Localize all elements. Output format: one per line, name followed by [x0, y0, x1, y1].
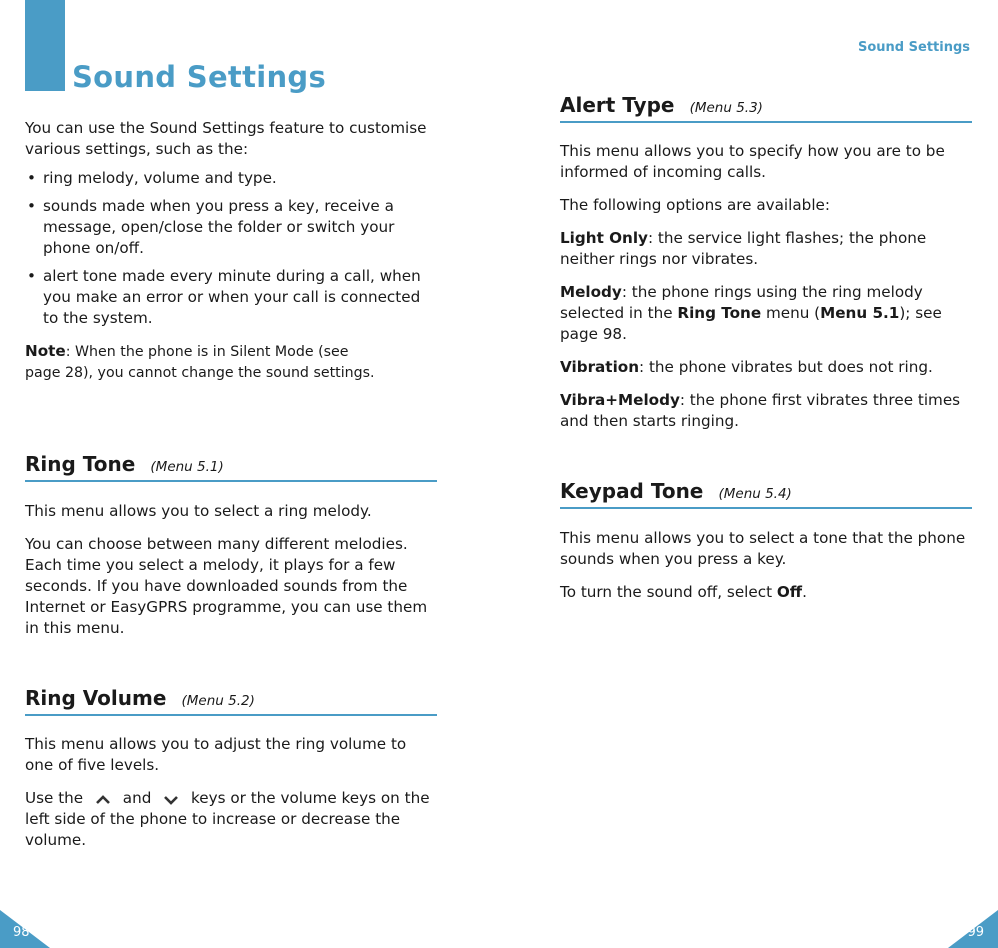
off-option: Off [776, 583, 803, 601]
alert-type-body [560, 141, 972, 444]
menu-ref: (Menu 5.4) [718, 486, 792, 502]
menu-ref: (Menu 5.1) [150, 459, 224, 475]
text-run: To turn the sound off, select [560, 583, 777, 601]
option-desc: : the phone first vibrates three times and then starts ringing. [560, 391, 961, 430]
option-vibra-melody [560, 390, 972, 432]
text-run: and [122, 789, 152, 807]
list-item: • sounds made when you press a key, receive a message, open/close the folder or switch your phone on/off. [25, 196, 437, 259]
ring-tone-heading [25, 452, 437, 482]
paragraph: This menu allows you to adjust the ring volume to one of five levels. [25, 735, 407, 774]
chevron-up-icon [92, 792, 114, 806]
section-title: Keypad Tone [560, 479, 704, 503]
page-number: 99 [967, 925, 984, 940]
option-desc: : the service light flashes; the phone neither rings nor vibrates. [560, 229, 927, 268]
option-vibration [560, 357, 972, 378]
option-light-only [560, 228, 972, 270]
paragraph: This menu allows you to select a ring melody. [25, 502, 372, 520]
note-text: : When the phone is in Silent Mode (see page 28), you cannot change the sound settings. [25, 344, 375, 381]
paragraph [560, 582, 972, 603]
option-desc: menu ( [761, 304, 821, 322]
section-title: Ring Volume [25, 686, 167, 710]
chapter-title: Sound Settings [72, 60, 327, 94]
intro-section [25, 118, 437, 384]
text-run: . [802, 583, 807, 601]
chevron-down-icon [160, 792, 182, 806]
option-desc: : the phone vibrates but does not ring. [639, 358, 933, 376]
chapter-tab-block [25, 0, 65, 91]
paragraph [25, 788, 437, 851]
option-term: Vibration [560, 358, 640, 376]
alert-type-heading [560, 93, 972, 123]
paragraph: You can choose between many different melodies. Each time you select a melody, it plays for a few seconds. If you have downloaded sounds from the Internet or EasyGPRS programme, you can use them in this menu. [25, 535, 428, 637]
option-melody [560, 282, 972, 345]
intro-paragraph: You can use the Sound Settings feature to customise various settings, such as the: [25, 119, 427, 158]
menu-name-ref: Ring Tone [677, 304, 762, 322]
paragraph: This menu allows you to specify how you are to be informed of incoming calls. [560, 142, 945, 181]
note [25, 341, 385, 384]
right-page [499, 0, 998, 948]
section-title: Ring Tone [25, 452, 136, 476]
running-head: Sound Settings [858, 40, 970, 55]
ring-tone-body [25, 501, 437, 651]
list-item: • alert tone made every minute during a call, when you make an error or when your call is connected to the system. [25, 266, 437, 329]
menu-ref: (Menu 5.2) [181, 693, 255, 709]
ring-volume-heading [25, 686, 437, 716]
text-run: Use the [25, 789, 84, 807]
page-number: 98 [13, 925, 30, 940]
paragraph: The following options are available: [560, 196, 831, 214]
option-term: Vibra+Melody [560, 391, 680, 409]
keypad-tone-body [560, 528, 972, 615]
option-desc: : the phone rings using the ring melody selected in the [560, 283, 923, 322]
menu-number-ref: Menu 5.1 [820, 304, 900, 322]
keypad-tone-heading [560, 479, 972, 509]
option-desc: ); see page 98. [560, 304, 942, 343]
note-label: Note [25, 342, 66, 360]
section-title: Alert Type [560, 93, 675, 117]
option-term: Light Only [560, 229, 648, 247]
paragraph: This menu allows you to select a tone that the phone sounds when you press a key. [560, 529, 966, 568]
list-item: • ring melody, volume and type. [25, 168, 437, 189]
menu-ref: (Menu 5.3) [689, 100, 763, 116]
text-run: keys or the volume keys on the left side of the phone to increase or decrease the volume. [25, 789, 430, 849]
ring-volume-body [25, 734, 437, 863]
feature-list [25, 168, 437, 329]
option-term: Melody [560, 283, 622, 301]
